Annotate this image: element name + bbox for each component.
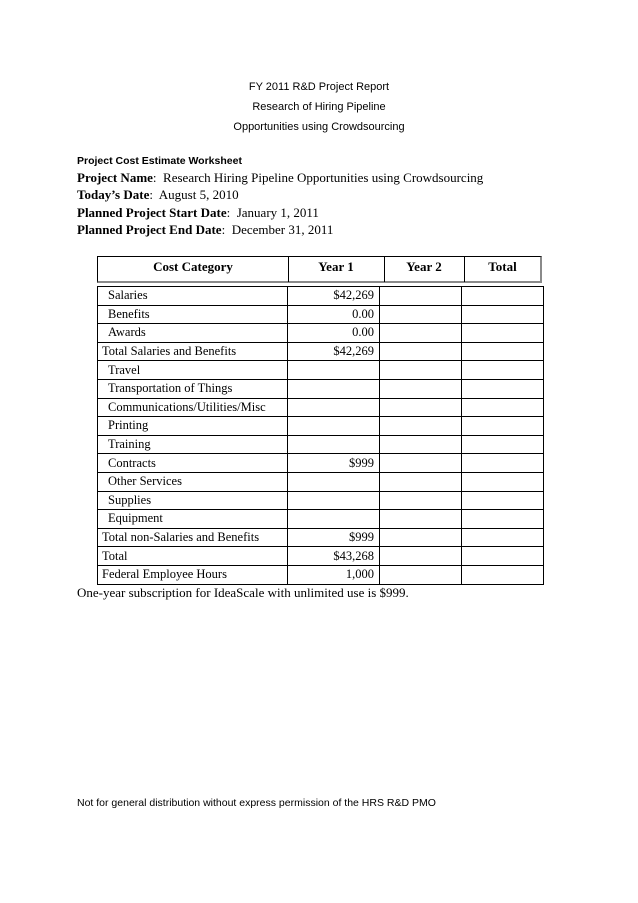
row-year1 (288, 361, 380, 380)
table-row (98, 510, 544, 529)
worksheet-title: Project Cost Estimate Worksheet (77, 155, 242, 167)
row-year2 (380, 472, 462, 491)
report-title-line-1: FY 2011 R&D Project Report (248, 81, 390, 93)
end-date-label: Planned Project End Date (77, 222, 222, 237)
row-year1 (288, 379, 380, 398)
row-category: Other Services (98, 472, 288, 491)
row-year1: $999 (288, 528, 380, 547)
row-year1 (288, 435, 380, 454)
row-category: Contracts (98, 454, 288, 473)
row-year1: 0.00 (288, 324, 380, 343)
project-name-line (77, 170, 483, 186)
end-date-value: December 31, 2011 (231, 222, 334, 237)
row-total (462, 510, 544, 529)
row-total (462, 417, 544, 436)
row-year2 (380, 547, 462, 566)
row-total (462, 379, 544, 398)
table-row (98, 472, 544, 491)
row-total (462, 528, 544, 547)
row-year2 (380, 379, 462, 398)
row-year2 (380, 491, 462, 510)
row-category: Total (98, 547, 288, 566)
row-year1 (288, 398, 380, 417)
table-row (98, 565, 544, 584)
row-year1 (288, 417, 380, 436)
row-total (462, 361, 544, 380)
row-year2 (380, 287, 462, 306)
report-title-line-2: Research of Hiring Pipeline (252, 101, 386, 113)
row-year2 (380, 324, 462, 343)
table-row (98, 398, 544, 417)
row-total (462, 472, 544, 491)
table-row (98, 361, 544, 380)
todays-date-line (77, 187, 239, 203)
project-name-label: Project Name (77, 170, 153, 185)
row-year2 (380, 305, 462, 324)
table-row (98, 379, 544, 398)
distribution-footer: Not for general distribution without express permission of the HRS R&D PMO (77, 797, 436, 809)
todays-date-value: August 5, 2010 (158, 187, 239, 202)
table-row (98, 287, 544, 306)
row-year2 (380, 454, 462, 473)
table-row (98, 324, 544, 343)
row-category: Supplies (98, 491, 288, 510)
row-total (462, 565, 544, 584)
row-total (462, 342, 544, 361)
table-row (98, 342, 544, 361)
separator: : (149, 187, 153, 202)
end-date-line (77, 222, 333, 238)
row-year2 (380, 342, 462, 361)
table-row (98, 305, 544, 324)
row-year2 (380, 565, 462, 584)
cost-table-header (97, 256, 542, 283)
row-year1 (288, 491, 380, 510)
report-title-line-3: Opportunities using Crowdsourcing (233, 121, 405, 133)
row-total (462, 324, 544, 343)
table-row (98, 435, 544, 454)
row-category: Federal Employee Hours (98, 565, 288, 584)
row-year1: $42,269 (288, 342, 380, 361)
row-category: Transportation of Things (98, 379, 288, 398)
todays-date-label: Today’s Date (77, 187, 150, 202)
row-year1 (288, 510, 380, 529)
table-row (98, 491, 544, 510)
header-year-2: Year 2 (384, 257, 465, 282)
row-category: Training (98, 435, 288, 454)
start-date-value: January 1, 2011 (236, 205, 319, 220)
row-category: Printing (98, 417, 288, 436)
header-total: Total (488, 259, 517, 274)
row-total (462, 287, 544, 306)
row-year2 (380, 398, 462, 417)
header-cost-category: Cost Category (98, 257, 289, 282)
row-year2 (380, 510, 462, 529)
table-row (98, 528, 544, 547)
table-row (98, 454, 544, 473)
row-total (462, 398, 544, 417)
header-year-1: Year 1 (288, 257, 385, 282)
row-category: Benefits (98, 305, 288, 324)
row-year1: $999 (288, 454, 380, 473)
row-category: Total Salaries and Benefits (98, 342, 288, 361)
row-year2 (380, 417, 462, 436)
row-year1 (288, 472, 380, 491)
row-total (462, 435, 544, 454)
row-category: Equipment (98, 510, 288, 529)
separator: : (226, 205, 231, 220)
row-year2 (380, 528, 462, 547)
row-category: Awards (98, 324, 288, 343)
row-category: Salaries (98, 287, 288, 306)
row-category: Travel (98, 361, 288, 380)
row-year2 (380, 361, 462, 380)
row-category: Total non-Salaries and Benefits (98, 528, 288, 547)
row-category: Communications/Utilities/Misc (98, 398, 288, 417)
row-total (462, 454, 544, 473)
row-total (462, 305, 544, 324)
table-row (98, 547, 544, 566)
row-year2 (380, 435, 462, 454)
project-name-value: Research Hiring Pipeline Opportunities using Crowdsourcing (163, 170, 484, 185)
separator: : (221, 222, 226, 237)
row-year1: $42,269 (288, 287, 380, 306)
row-total (462, 491, 544, 510)
row-year1: $43,268 (288, 547, 380, 566)
cost-table (97, 286, 544, 585)
row-year1: 1,000 (288, 565, 380, 584)
row-total (462, 547, 544, 566)
table-row (98, 417, 544, 436)
subscription-note: One-year subscription for IdeaScale with unlimited use is $999. (77, 585, 409, 600)
row-year1: 0.00 (288, 305, 380, 324)
separator: : (152, 170, 157, 185)
start-date-line (77, 205, 319, 221)
start-date-label: Planned Project Start Date (77, 205, 227, 220)
